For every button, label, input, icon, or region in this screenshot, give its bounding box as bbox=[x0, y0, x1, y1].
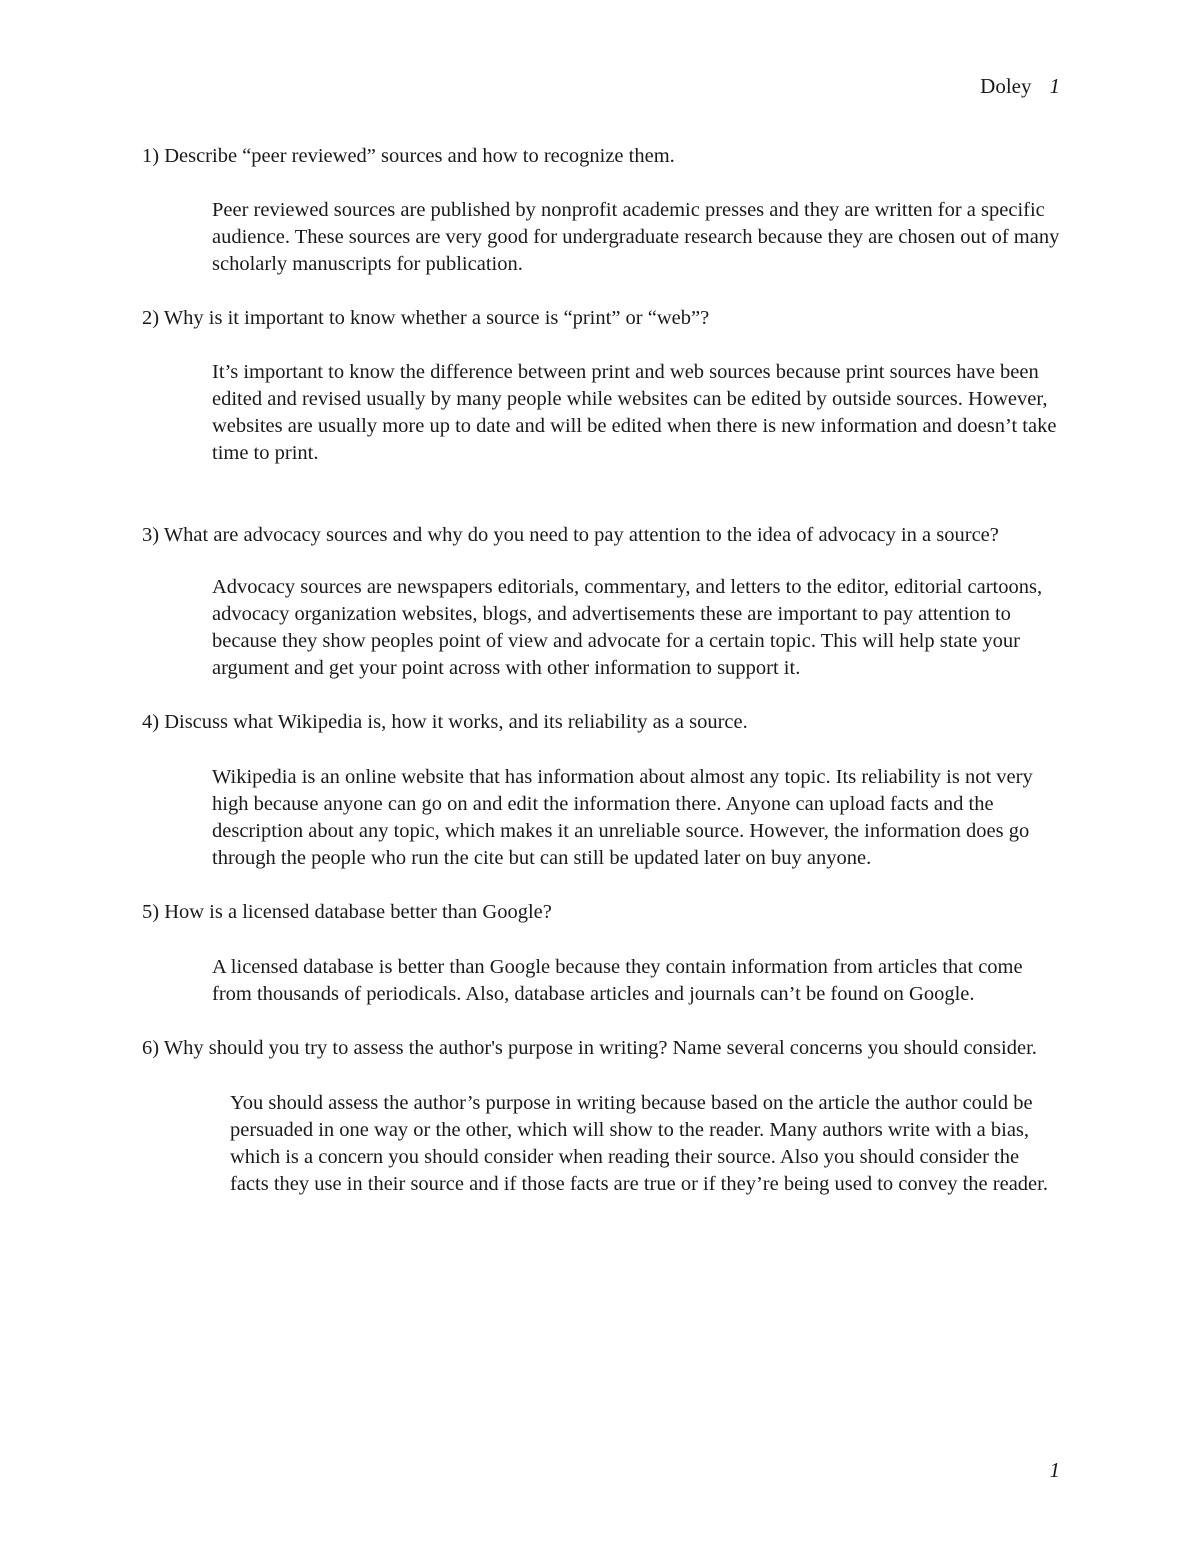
document-body bbox=[142, 143, 1062, 1198]
question-3: 3) What are advocacy sources and why do you need to pay attention to the idea of advocacy in a source? bbox=[142, 524, 999, 546]
answer-3: Advocacy sources are newspapers editorials, commentary, and letters to the editor, editorial cartoons, advocacy organization websites, blogs, and advertisements these are important to pay attention to because they show peoples point of view and advocate for a certain topic. This will help state your argument and get your point across with other information to support it. bbox=[212, 576, 1043, 679]
answer-5: A licensed database is better than Google because they contain information from articles that come from thousands of periodicals. Also, database articles and journals can’t be found on Google. bbox=[212, 956, 1023, 1005]
header-author: Doley bbox=[980, 74, 1032, 98]
answer-2: It’s important to know the difference between print and web sources because print sources have been edited and revised usually by many people while websites can be edited by outside sources. However, websites are usually more up to date and will be edited when there is new information and doesn’t take time to print. bbox=[212, 361, 1057, 464]
page-footer-number: 1 bbox=[1049, 1458, 1060, 1482]
answer-4: Wikipedia is an online website that has information about almost any topic. Its reliability is not very high because anyone can go on and edit the information there. Anyone can upload facts and the description about any topic, which makes it an unreliable source. However, the information does go through the people who run the cite but can still be updated later on buy anyone. bbox=[212, 766, 1033, 869]
question-4: 4) Discuss what Wikipedia is, how it works, and its reliability as a source. bbox=[142, 711, 748, 733]
question-5: 5) How is a licensed database better than Google? bbox=[142, 901, 552, 923]
question-2: 2) Why is it important to know whether a source is “print” or “web”? bbox=[142, 307, 710, 329]
question-1: 1) Describe “peer reviewed” sources and how to recognize them. bbox=[142, 145, 675, 167]
page-header bbox=[980, 73, 1060, 100]
answer-6: You should assess the author’s purpose in writing because based on the article the author could be persuaded in one way or the other, which will show to the reader. Many authors write with a bias, which is a concern you should consider when reading their source. Also you should consider the facts they use in their source and if those facts are true or if they’re being used to convey the reader. bbox=[230, 1092, 1048, 1195]
question-6: 6) Why should you try to assess the author's purpose in writing? Name several concerns you should consider. bbox=[142, 1037, 1037, 1059]
header-page-number: 1 bbox=[1049, 74, 1060, 98]
answer-1: Peer reviewed sources are published by nonprofit academic presses and they are written for a specific audience. These sources are very good for undergraduate research because they are chosen out of many scholarly manuscripts for publication. bbox=[212, 199, 1060, 275]
